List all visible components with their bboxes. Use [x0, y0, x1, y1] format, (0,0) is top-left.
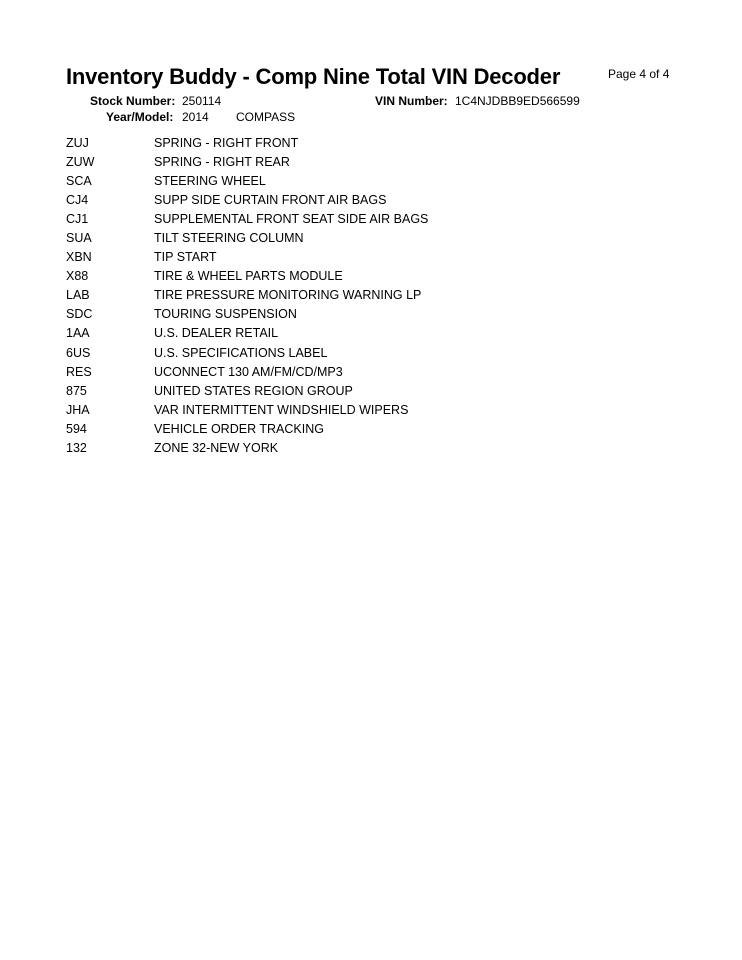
- option-row: [66, 305, 626, 324]
- option-description: VEHICLE ORDER TRACKING: [154, 421, 324, 436]
- option-description: TIRE PRESSURE MONITORING WARNING LP: [154, 288, 422, 303]
- option-code: CJ4: [66, 192, 89, 207]
- option-row: [66, 152, 626, 171]
- option-code: SCA: [66, 173, 92, 188]
- stock-number-value: 250114: [182, 94, 222, 108]
- option-row: [66, 362, 626, 381]
- stock-number-label: Stock Number:: [90, 94, 176, 108]
- option-row: [66, 228, 626, 247]
- option-description: U.S. DEALER RETAIL: [154, 326, 279, 341]
- option-description: TILT STEERING COLUMN: [154, 231, 304, 246]
- option-description: TOURING SUSPENSION: [154, 307, 297, 322]
- option-code: JHA: [66, 402, 90, 417]
- option-code: XBN: [66, 250, 92, 265]
- option-description: UCONNECT 130 AM/FM/CD/MP3: [154, 364, 343, 379]
- model-name-value: COMPASS: [236, 110, 296, 124]
- option-code: LAB: [66, 288, 90, 303]
- option-row: [66, 381, 626, 400]
- option-row: [66, 324, 626, 343]
- option-row: [66, 419, 626, 438]
- option-code: 1AA: [66, 326, 90, 341]
- option-description: U.S. SPECIFICATIONS LABEL: [154, 345, 328, 360]
- option-code: RES: [66, 364, 92, 379]
- option-code: 132: [66, 441, 87, 456]
- year-model-label: Year/Model:: [106, 110, 174, 124]
- option-row: [66, 209, 626, 228]
- option-description: STEERING WHEEL: [154, 173, 266, 188]
- model-year-value: 2014: [182, 110, 209, 124]
- option-row: [66, 267, 626, 286]
- option-description: SUPPLEMENTAL FRONT SEAT SIDE AIR BAGS: [154, 211, 429, 226]
- option-row: [66, 343, 626, 362]
- option-code-list: [66, 133, 626, 458]
- vin-number-label: VIN Number:: [375, 94, 448, 108]
- option-row: [66, 286, 626, 305]
- option-row: [66, 171, 626, 190]
- option-code: 594: [66, 421, 87, 436]
- option-description: ZONE 32-NEW YORK: [154, 441, 279, 456]
- option-description: UNITED STATES REGION GROUP: [154, 383, 353, 398]
- option-row: [66, 133, 626, 152]
- option-code: ZUJ: [66, 135, 89, 150]
- option-description: SPRING - RIGHT REAR: [154, 154, 290, 169]
- option-code: SUA: [66, 231, 92, 246]
- option-row: [66, 190, 626, 209]
- option-code: SDC: [66, 307, 93, 322]
- page-indicator: Page 4 of 4: [608, 67, 670, 81]
- option-code: 6US: [66, 345, 91, 360]
- option-row: [66, 248, 626, 267]
- option-row: [66, 439, 626, 458]
- option-code: ZUW: [66, 154, 95, 169]
- option-description: TIRE & WHEEL PARTS MODULE: [154, 269, 343, 284]
- option-description: TIP START: [154, 250, 217, 265]
- report-title: Inventory Buddy - Comp Nine Total VIN Decoder: [66, 64, 561, 89]
- option-code: 875: [66, 383, 87, 398]
- option-description: SPRING - RIGHT FRONT: [154, 135, 299, 150]
- option-code: X88: [66, 269, 89, 284]
- option-description: SUPP SIDE CURTAIN FRONT AIR BAGS: [154, 192, 387, 207]
- option-description: VAR INTERMITTENT WINDSHIELD WIPERS: [154, 402, 409, 417]
- option-code: CJ1: [66, 211, 89, 226]
- vin-number-value: 1C4NJDBB9ED566599: [455, 94, 580, 108]
- option-row: [66, 400, 626, 419]
